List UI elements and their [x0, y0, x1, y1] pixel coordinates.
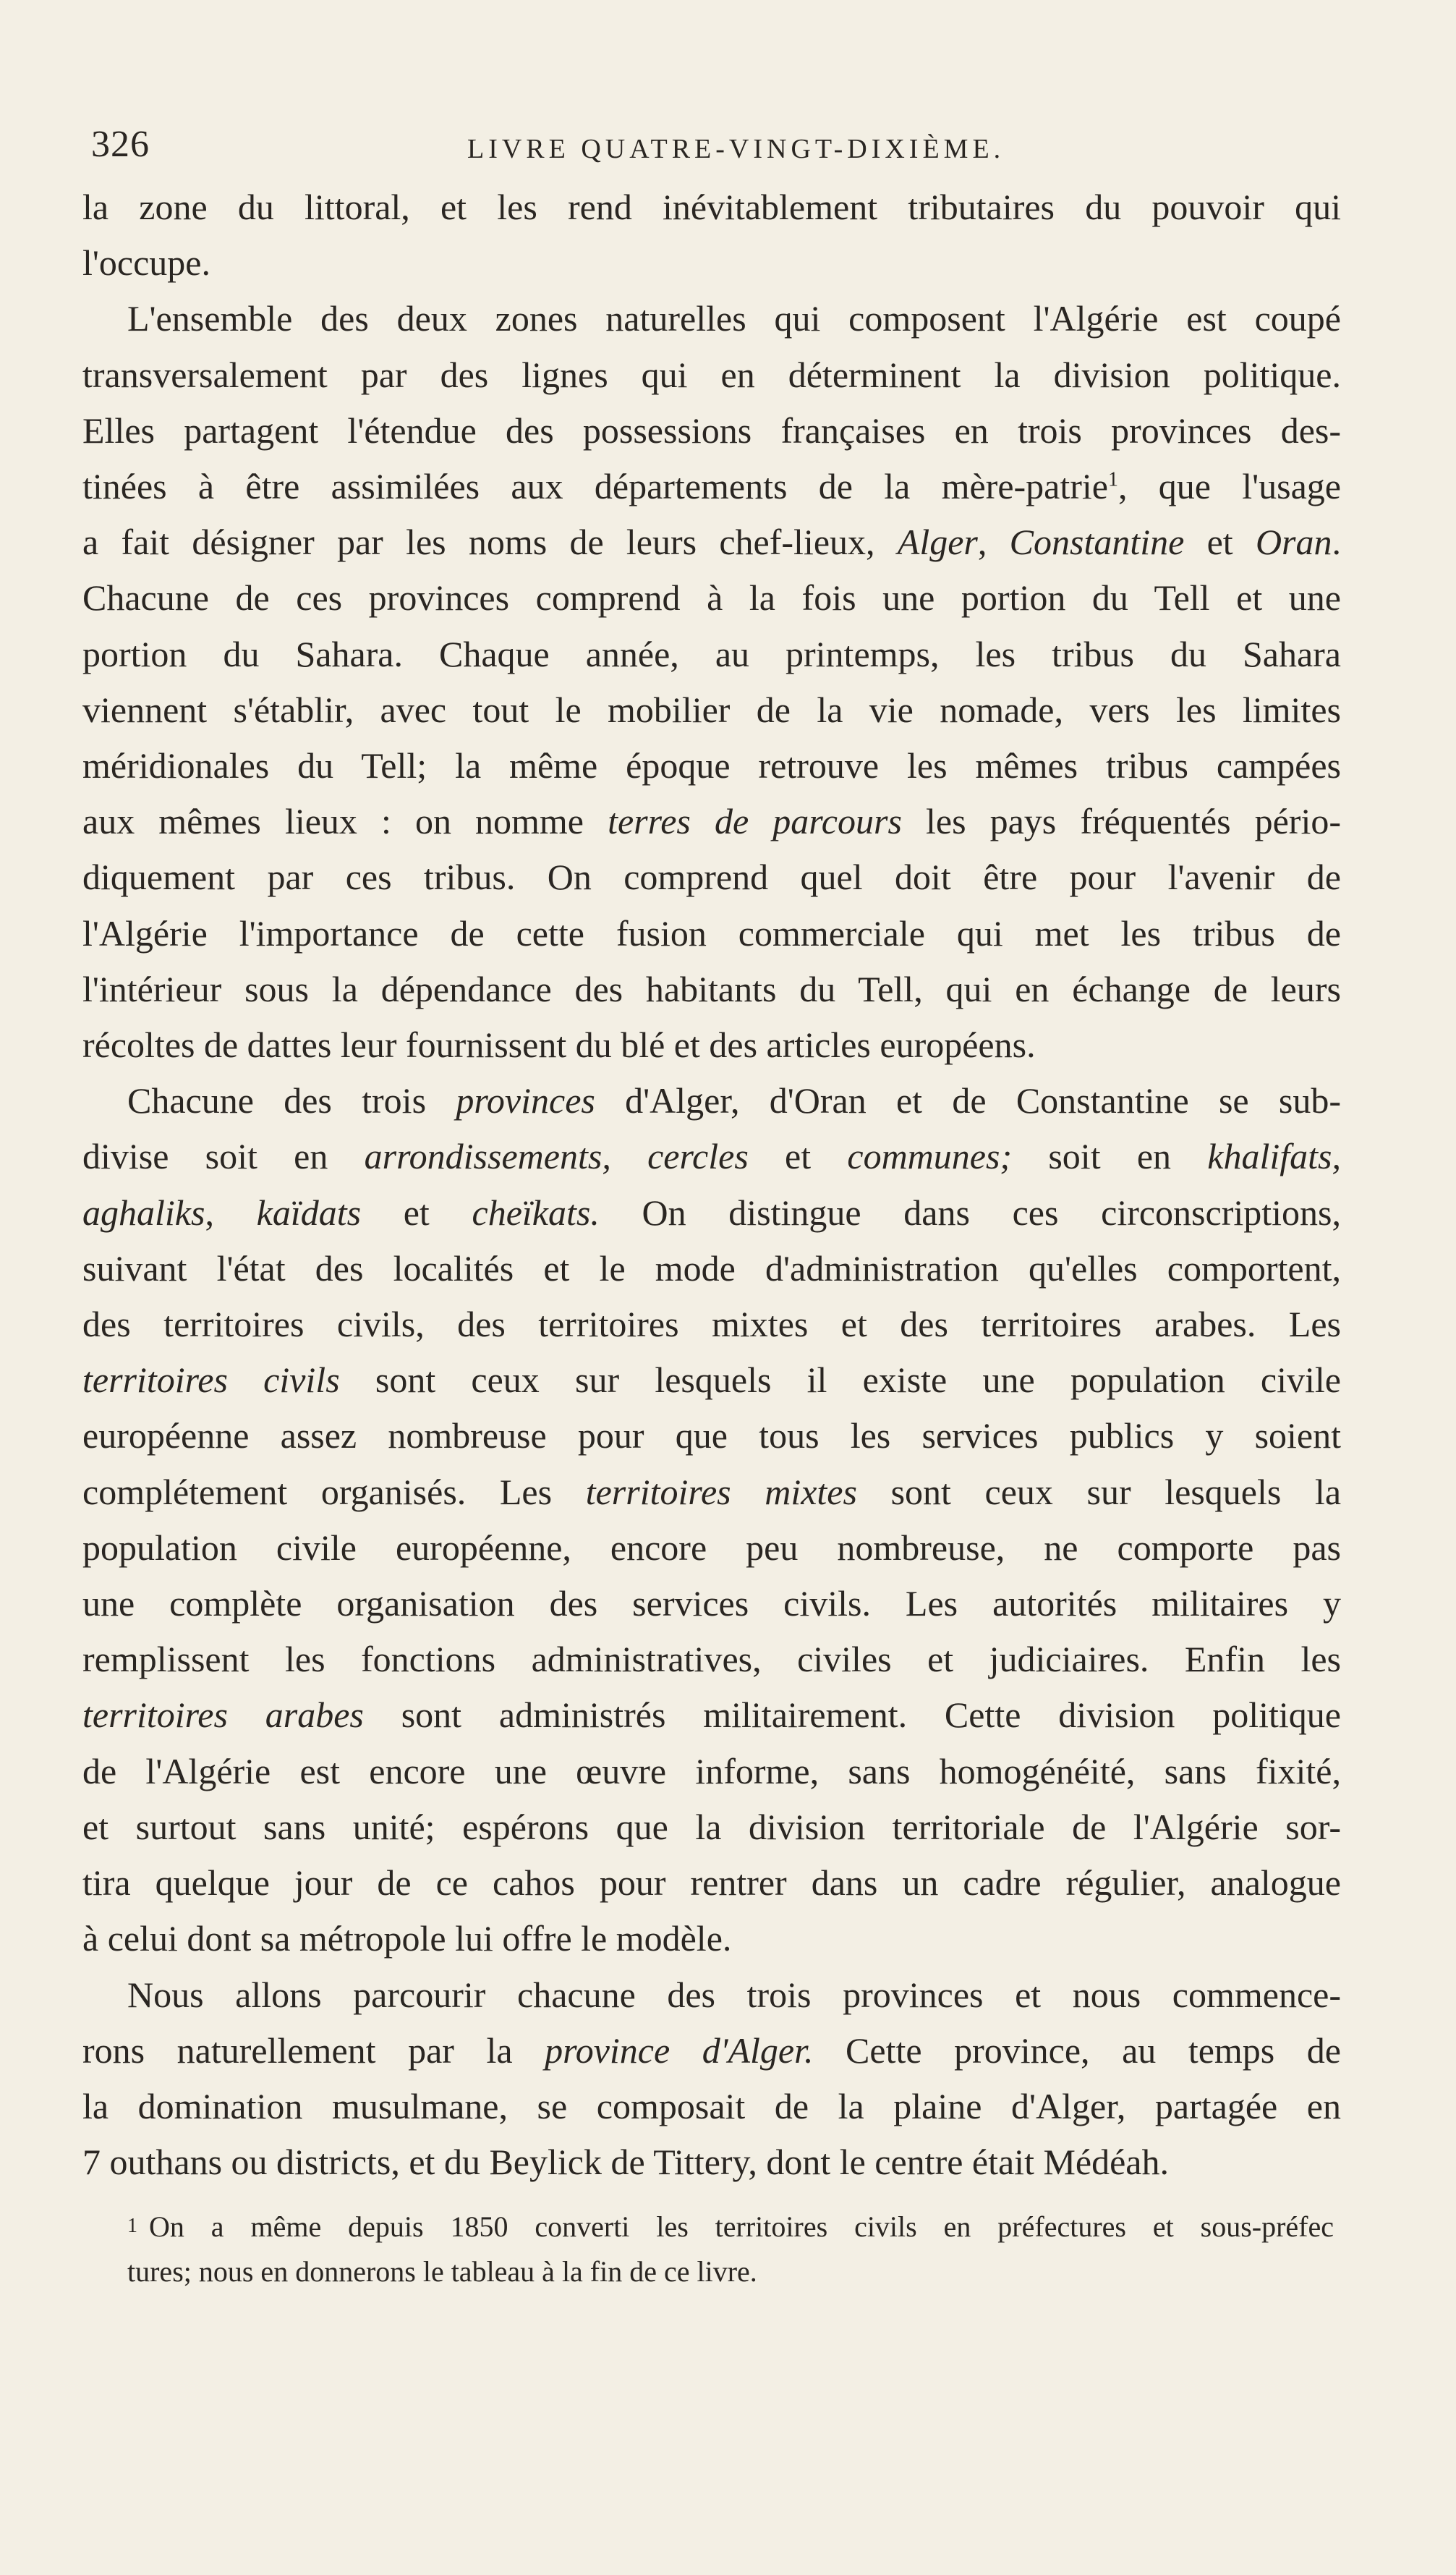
text-span: complétement organisés. Les — [82, 1471, 586, 1512]
text-span: , que l'usage — [1117, 466, 1341, 507]
italic-term: cheïkats. — [472, 1192, 600, 1233]
main-text — [82, 179, 1341, 2190]
italic-term: communes; — [847, 1136, 1013, 1177]
text-span: divise soit en — [82, 1136, 365, 1177]
text-line: l'intérieur sous la dépendance des habitants du Tell, qui en échange de leurs — [82, 968, 1341, 1009]
text-span: Chacune des trois — [127, 1080, 456, 1121]
text-span: et — [748, 1136, 848, 1177]
text-span: , — [977, 522, 1010, 563]
text-line: population civile européenne, encore peu nombreuse, ne comporte pas — [82, 1527, 1341, 1568]
text-span: sont administrés militairement. Cette division politique — [363, 1694, 1341, 1736]
italic-term: province d'Alger. — [545, 2029, 814, 2071]
running-title: LIVRE QUATRE-VINGT-DIXIÈME. — [467, 134, 1005, 164]
text-span: On distingue dans ces circonscriptions, — [599, 1192, 1341, 1233]
text-span: d'Alger, d'Oran et de Constantine se sub- — [595, 1080, 1342, 1121]
text-span: soit en — [1012, 1136, 1208, 1177]
text-line: européenne assez nombreuse pour que tous les services publics y soient — [82, 1415, 1341, 1456]
page-header — [91, 123, 1335, 174]
text-line — [82, 1464, 1341, 1520]
text-line: l'Algérie l'importance de cette fusion commerciale qui met les tribus de — [82, 912, 1341, 954]
text-line — [82, 794, 1341, 849]
text-line: Chacune de ces provinces comprend à la fois une portion du Tell et une — [82, 577, 1341, 619]
text-line: méridionales du Tell; la même époque retrouve les mêmes tribus campées — [82, 745, 1341, 786]
text-line: Elles partagent l'étendue des possessions françaises en trois provinces des- — [82, 410, 1341, 451]
text-span: les pays fréquentés pério- — [901, 801, 1341, 842]
text-span: et — [361, 1192, 472, 1233]
text-line: portion du Sahara. Chaque année, au printemps, les tribus du Sahara — [82, 633, 1341, 674]
italic-term: provinces — [456, 1080, 595, 1121]
text-span: sont ceux sur lesquels la — [856, 1471, 1342, 1512]
italic-term: Alger — [897, 522, 978, 563]
text-line: récoltes de dattes leur fournissent du blé et des articles européens. — [82, 1025, 1036, 1066]
text-span: sont ceux sur lesquels il existe une population civile — [339, 1359, 1341, 1401]
italic-term: territoires civils — [82, 1359, 340, 1401]
text-line: diquement par ces tribus. On comprend quel doit être pour l'avenir de — [82, 857, 1341, 898]
text-line — [82, 514, 1341, 570]
text-line: transversalement par des lignes qui en déterminent la division politique. — [82, 354, 1341, 395]
text-line: l'occupe. — [82, 242, 210, 284]
text-line: une complète organisation des services civils. Les autorités militaires y — [82, 1583, 1341, 1624]
text-span: a fait désigner par les noms de leurs chef-lieux, — [82, 522, 875, 563]
italic-term: khalifats, — [1207, 1136, 1341, 1177]
italic-term: territoires mixtes — [585, 1471, 857, 1512]
paragraph-1 — [82, 179, 1341, 291]
text-line: à celui dont sa métropole lui offre le modèle. — [82, 1918, 732, 1959]
page-number: 326 — [91, 124, 150, 165]
text-span: rons naturellement par la — [82, 2029, 545, 2071]
text-line: de l'Algérie est encore une œuvre informe, sans homogénéité, sans fixité, — [82, 1750, 1341, 1791]
italic-term: Constantine — [1009, 522, 1185, 563]
text-line — [82, 459, 1341, 514]
text-line: 7 outhans ou districts, et du Beylick de Tittery, dont le centre était Médéah. — [82, 2142, 1170, 2183]
text-line: tira quelque jour de ce cahos pour rentrer dans un cadre régulier, analogue — [82, 1862, 1341, 1904]
text-line — [82, 1073, 1341, 1129]
italic-term: kaïdats — [256, 1192, 362, 1233]
text-line — [82, 1687, 1341, 1743]
text-line — [82, 1129, 1341, 1184]
italic-term: arrondissements, cercles — [364, 1136, 749, 1177]
text-line — [82, 1352, 1341, 1408]
text-line: et surtout sans unité; espérons que la division territoriale de l'Algérie sor- — [82, 1806, 1341, 1847]
text-line: suivant l'état des localités et le mode d'administration qu'elles comportent, — [82, 1247, 1341, 1289]
text-span: Cette province, au temps de — [813, 2029, 1341, 2071]
text-span: aux mêmes lieux : on nomme — [82, 801, 584, 842]
text-line: des territoires civils, des territoires mixtes et des territoires arabes. Les — [82, 1304, 1341, 1345]
text-span: tinées à être assimilées aux départements de la mère-patrie — [82, 466, 1108, 507]
text-line: remplissent les fonctions administratives, civiles et judiciaires. Enfin les — [82, 1639, 1341, 1680]
text-line — [82, 1185, 1341, 1241]
text-line — [82, 2023, 1341, 2079]
paragraph-4 — [82, 1967, 1341, 2191]
paragraph-3 — [82, 1073, 1341, 1967]
footnote — [127, 2204, 1334, 2294]
text-span: , — [205, 1192, 257, 1233]
italic-term: terres de parcours — [608, 801, 902, 842]
footnote-line — [127, 2204, 1334, 2249]
paragraph-2 — [82, 291, 1341, 1073]
footnote-line: tures; nous en donnerons le tableau à la fin de ce livre. — [127, 2255, 757, 2288]
text-line: la domination musulmane, se composait de la plaine d'Alger, partagée en — [82, 2085, 1341, 2126]
footnote-reference: 1 — [1107, 468, 1118, 491]
text-line: viennent s'établir, avec tout le mobilier de la vie nomade, vers les limites — [82, 689, 1341, 730]
footnote-mark: 1 — [127, 2215, 137, 2237]
text-span: On a même depuis 1850 converti les territoires civils en préfectures et sous-préfec — [149, 2210, 1334, 2243]
italic-term: aghaliks — [82, 1192, 205, 1233]
text-line: la zone du littoral, et les rend inévitablement tributaires du pouvoir qui — [82, 187, 1341, 227]
text-span: . — [1332, 522, 1342, 563]
text-line: Nous allons parcourir chacune des trois provinces et nous commence- — [127, 1974, 1341, 2015]
text-line: L'ensemble des deux zones naturelles qui composent l'Algérie est coupé — [127, 298, 1341, 339]
italic-term: territoires arabes — [82, 1694, 364, 1736]
text-span: et — [1184, 522, 1256, 563]
italic-term: Oran — [1255, 522, 1332, 563]
